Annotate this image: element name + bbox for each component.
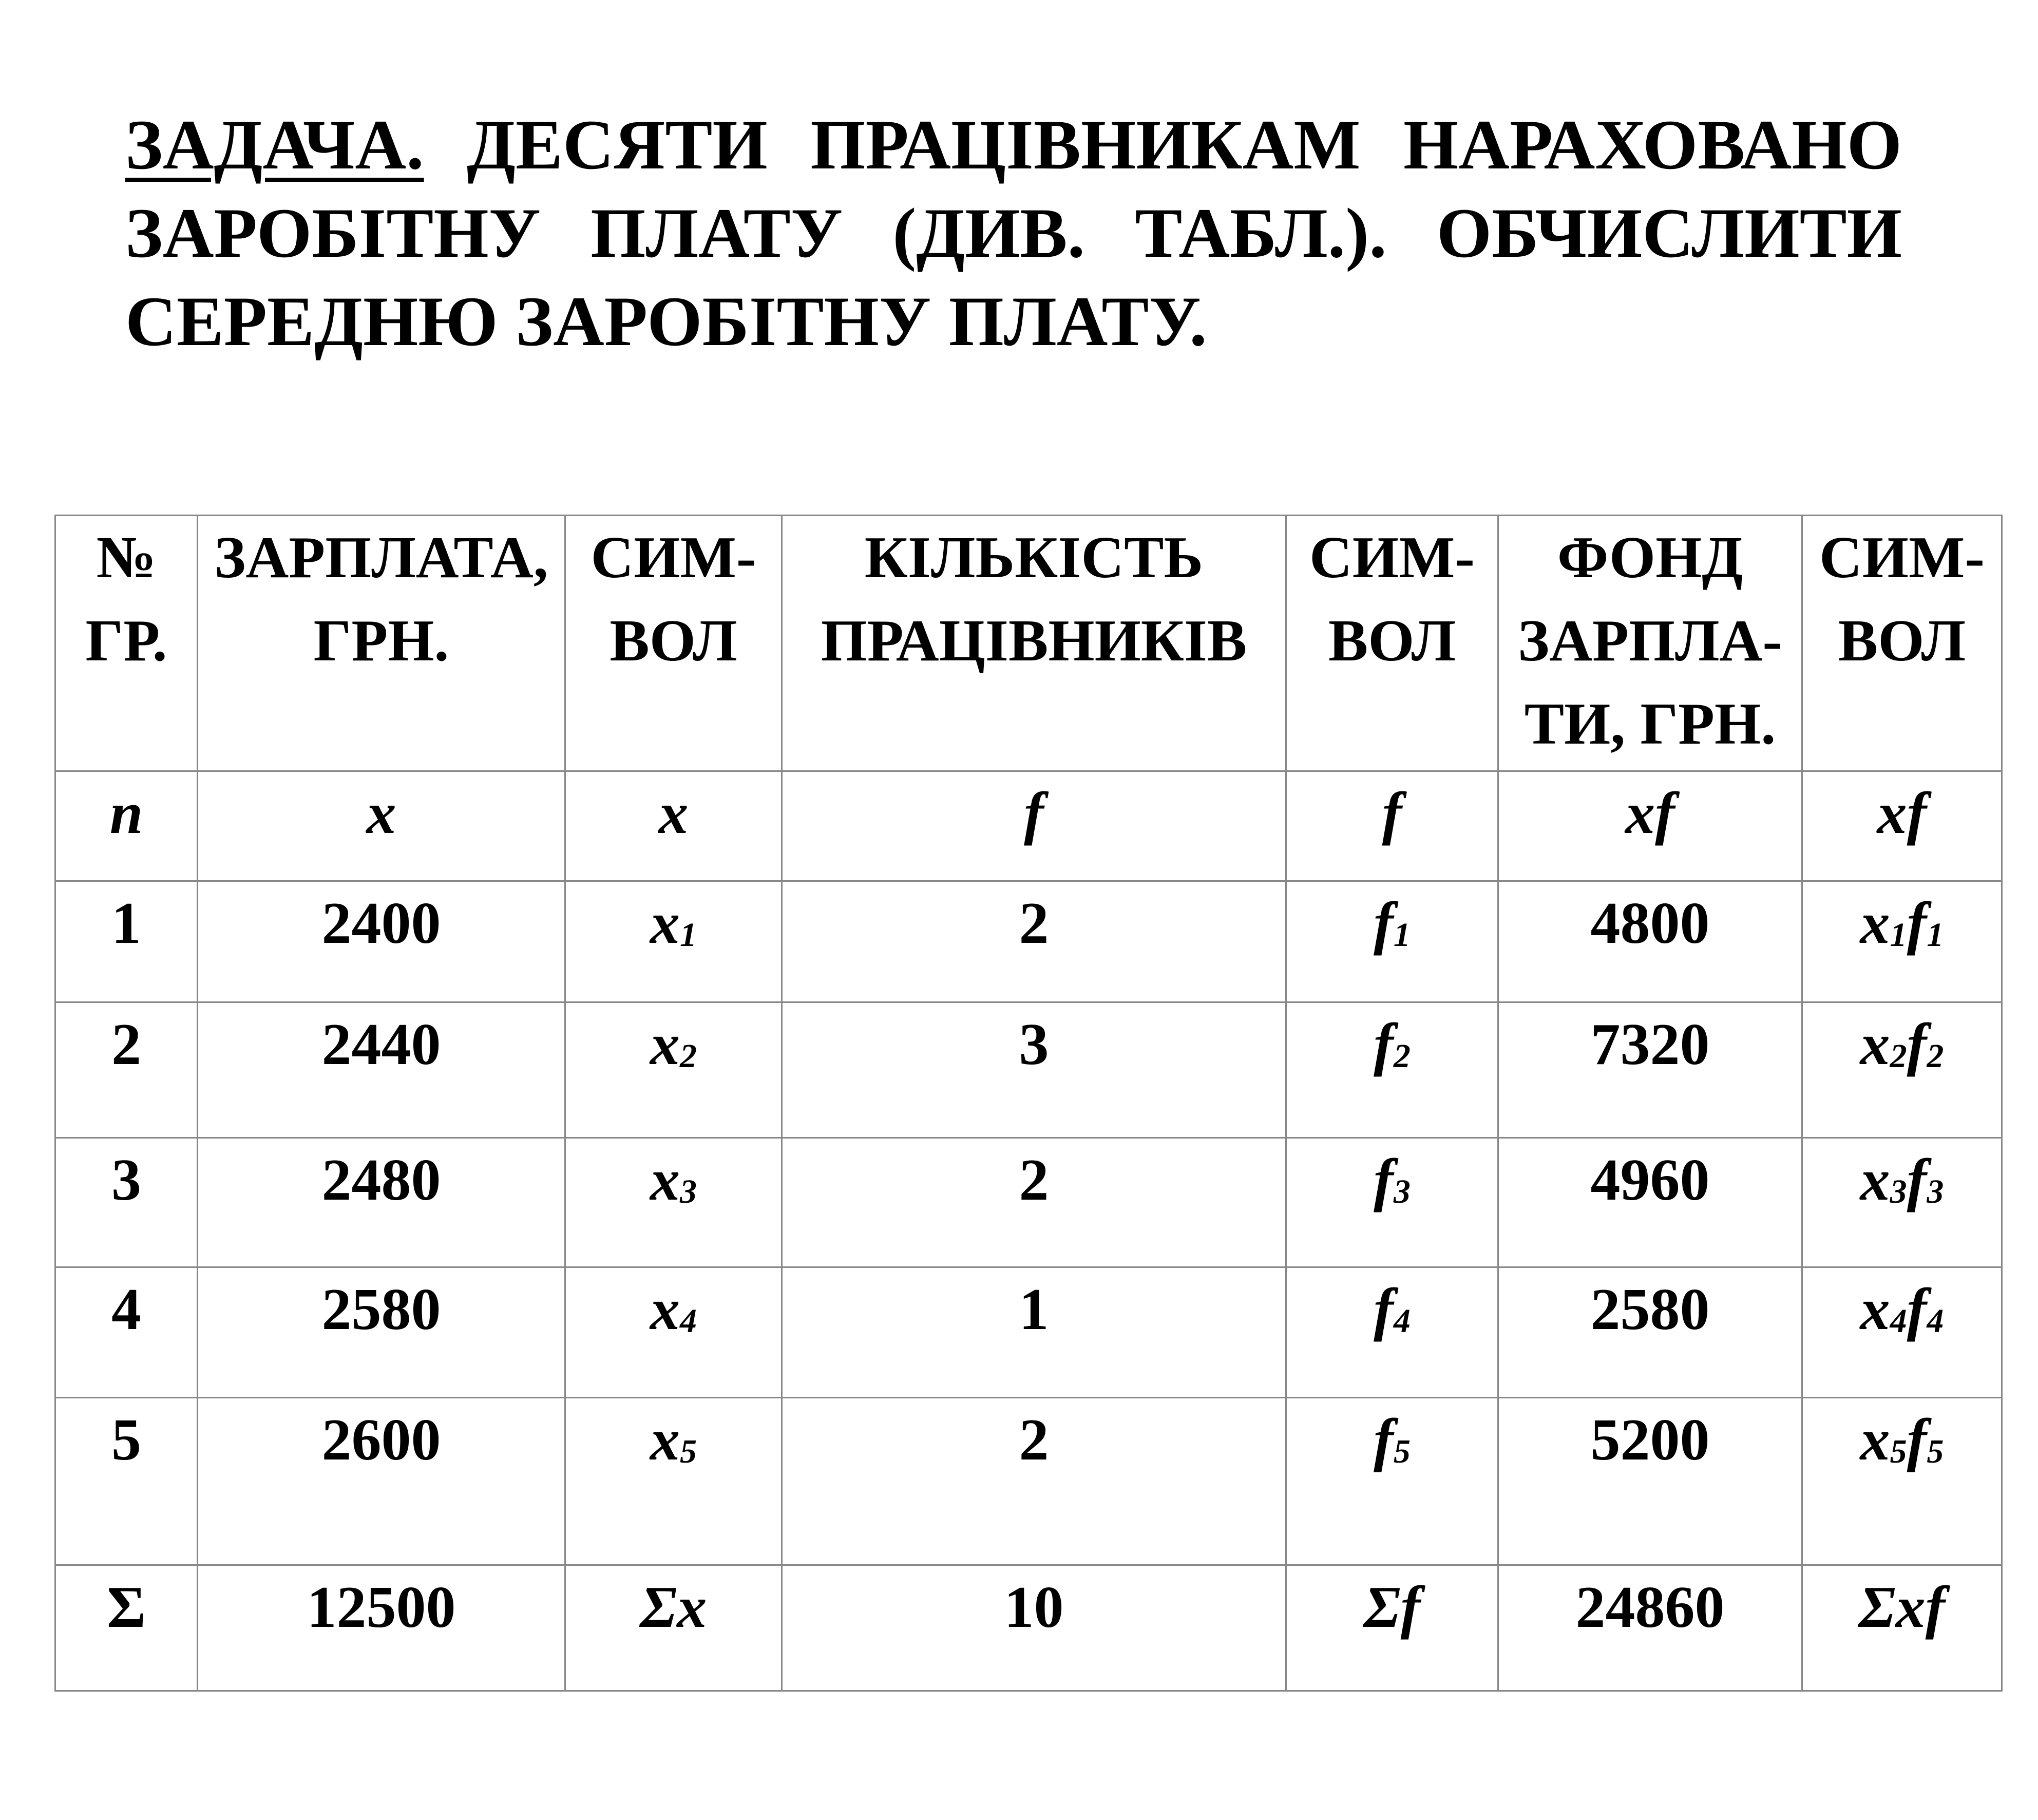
- group-number: 5: [55, 1398, 198, 1565]
- x-symbol: $x_2$: [565, 1002, 782, 1138]
- header-symbol-xf: СИМ- ВОЛ: [1802, 516, 2002, 771]
- table-row: [55, 1398, 2002, 1565]
- symbol-cell: x: [198, 771, 565, 881]
- worker-count: 2: [782, 1398, 1286, 1565]
- x-symbol: $x_4$: [565, 1267, 782, 1398]
- symbol-cell: f: [1286, 771, 1498, 881]
- symbol-cell: xf: [1498, 771, 1802, 881]
- group-number: 3: [55, 1138, 198, 1267]
- f-symbol: $f_1$: [1286, 881, 1498, 1002]
- symbol-cell: f: [782, 771, 1286, 881]
- x-symbol: $x_3$: [565, 1138, 782, 1267]
- xf-symbol: $x_3f_3$: [1802, 1138, 2002, 1267]
- task-statement: [125, 101, 1902, 366]
- x-symbol: $x_1$: [565, 881, 782, 1002]
- xf-symbol: $x_5f_5$: [1802, 1398, 2002, 1565]
- fund-value: 4960: [1498, 1138, 1802, 1267]
- symbol-cell: xf: [1802, 771, 2002, 881]
- salary-value: 2580: [198, 1267, 565, 1398]
- worker-total: 10: [782, 1565, 1286, 1691]
- worker-count: 1: [782, 1267, 1286, 1398]
- header-salary-fund: ФОНД ЗАРПЛА- ТИ, ГРН.: [1498, 516, 1802, 771]
- table-row: [55, 1267, 2002, 1398]
- symbol-row: [55, 771, 2002, 881]
- header-salary: ЗАРПЛАТА, ГРН.: [198, 516, 565, 771]
- fund-value: 5200: [1498, 1398, 1802, 1565]
- salary-value: 2600: [198, 1398, 565, 1565]
- salary-value: 2440: [198, 1002, 565, 1138]
- table-row: [55, 1138, 2002, 1267]
- table-row: [55, 881, 2002, 1002]
- f-symbol: $f_4$: [1286, 1267, 1498, 1398]
- group-number: 1: [55, 881, 198, 1002]
- table-row: [55, 1002, 2002, 1138]
- fund-value: 7320: [1498, 1002, 1802, 1138]
- total-row: [55, 1565, 2002, 1691]
- worker-count: 3: [782, 1002, 1286, 1138]
- sum-f-symbol: Σf: [1286, 1565, 1498, 1691]
- group-number: 2: [55, 1002, 198, 1138]
- group-number: 4: [55, 1267, 198, 1398]
- symbol-cell: x: [565, 771, 782, 881]
- fund-total: 24860: [1498, 1565, 1802, 1691]
- fund-value: 4800: [1498, 881, 1802, 1002]
- salary-total: 12500: [198, 1565, 565, 1691]
- task-text: ДЕСЯТИ ПРАЦІВНИКАМ НАРАХОВАНО ЗАРОБІТНУ ПЛАТУ (ДИВ. ТАБЛ.). ОБЧИСЛИТИ СЕРЕДНЮ ЗАРОБІТНУ ПЛАТУ.: [125, 105, 1902, 361]
- task-label: ЗАДАЧА.: [125, 105, 424, 184]
- xf-symbol: $x_1f_1$: [1802, 881, 2002, 1002]
- sum-x-symbol: Σx: [565, 1565, 782, 1691]
- symbol-cell: n: [55, 771, 198, 881]
- worker-count: 2: [782, 881, 1286, 1002]
- salary-value: 2480: [198, 1138, 565, 1267]
- f-symbol: $f_3$: [1286, 1138, 1498, 1267]
- header-symbol-f: СИМ- ВОЛ: [1286, 516, 1498, 771]
- f-symbol: $f_2$: [1286, 1002, 1498, 1138]
- header-group-number: № ГР.: [55, 516, 198, 771]
- sum-sign: Σ: [55, 1565, 198, 1691]
- fund-value: 2580: [1498, 1267, 1802, 1398]
- header-worker-count: КІЛЬКІСТЬ ПРАЦІВНИКІВ: [782, 516, 1286, 771]
- salary-table: [54, 515, 2003, 1692]
- x-symbol: $x_5$: [565, 1398, 782, 1565]
- salary-value: 2400: [198, 881, 565, 1002]
- f-symbol: $f_5$: [1286, 1398, 1498, 1565]
- xf-symbol: $x_2f_2$: [1802, 1002, 2002, 1138]
- header-row: [55, 516, 2002, 771]
- header-symbol-x: СИМ- ВОЛ: [565, 516, 782, 771]
- worker-count: 2: [782, 1138, 1286, 1267]
- sum-xf-symbol: Σxf: [1802, 1565, 2002, 1691]
- xf-symbol: $x_4f_4$: [1802, 1267, 2002, 1398]
